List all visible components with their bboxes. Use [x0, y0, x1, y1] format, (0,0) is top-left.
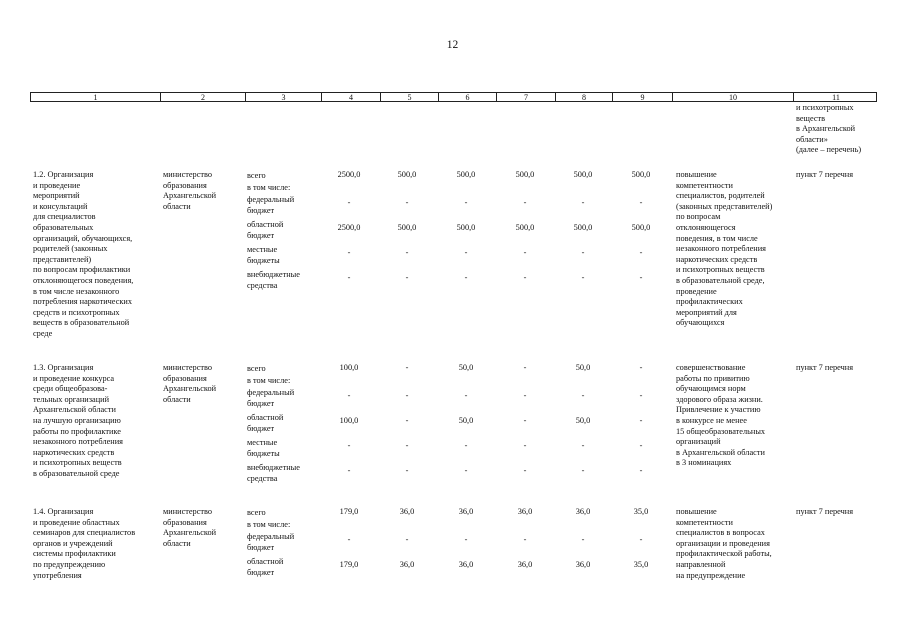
funding-value: 35,0	[633, 507, 649, 516]
funding-value: 36,0	[399, 507, 415, 516]
funding-value: 500,0	[397, 223, 417, 232]
funding-value: 36,0	[399, 560, 415, 569]
funding-source-label: областной бюджет	[247, 220, 284, 240]
funding-value: -	[523, 248, 527, 257]
funding-value: -	[581, 198, 585, 207]
funding-value: -	[639, 363, 643, 372]
funding-value: 50,0	[575, 363, 591, 372]
funding-source-label: федеральный бюджет	[247, 532, 295, 552]
responsible-executor: министерство образования Архангельской области	[163, 363, 217, 404]
funding-value: -	[464, 198, 468, 207]
funding-source-label: внебюджетные средства	[247, 270, 300, 290]
page-number: 12	[446, 39, 459, 51]
funding-value: -	[464, 248, 468, 257]
funding-value: 36,0	[458, 507, 474, 516]
funding-value: 50,0	[575, 416, 591, 425]
funding-value: 50,0	[458, 363, 474, 372]
funding-value: 100,0	[339, 416, 359, 425]
funding-source-label: всего	[247, 364, 266, 373]
funding-value: -	[639, 416, 643, 425]
funding-value: 36,0	[517, 560, 533, 569]
funding-value: 500,0	[573, 223, 593, 232]
funding-value: -	[581, 466, 585, 475]
header-col-6: 6	[438, 93, 496, 101]
funding-value: -	[639, 391, 643, 400]
funding-value: -	[523, 391, 527, 400]
funding-value: -	[405, 416, 409, 425]
responsible-executor: министерство образования Архангельской области	[163, 170, 217, 211]
funding-value: 50,0	[458, 416, 474, 425]
funding-value: 36,0	[517, 507, 533, 516]
funding-value: -	[347, 535, 351, 544]
header-col-10: 10	[672, 93, 793, 101]
funding-value: -	[347, 441, 351, 450]
funding-value: -	[405, 391, 409, 400]
funding-value: 500,0	[456, 223, 476, 232]
funding-source-label: в том числе:	[247, 520, 291, 529]
header-col-9: 9	[612, 93, 672, 101]
header-col-8: 8	[555, 93, 612, 101]
funding-value: 500,0	[631, 223, 651, 232]
funding-value: -	[347, 466, 351, 475]
header-col-2: 2	[160, 93, 245, 101]
funding-value: -	[405, 441, 409, 450]
funding-value: -	[405, 248, 409, 257]
responsible-executor: министерство образования Архангельской области	[163, 507, 217, 548]
funding-value: -	[405, 535, 409, 544]
funding-value: -	[464, 441, 468, 450]
funding-source-label: местные бюджеты	[247, 245, 280, 265]
funding-value: -	[347, 198, 351, 207]
funding-value: 35,0	[633, 560, 649, 569]
measure-name: 1.4. Организация и проведение областных семинаров для специалистов органов и учреждений системы профилактики по предупреждению употребления	[33, 507, 136, 580]
funding-value: -	[523, 535, 527, 544]
funding-value: -	[464, 535, 468, 544]
funding-value: -	[347, 391, 351, 400]
funding-value: -	[639, 535, 643, 544]
funding-value: -	[464, 391, 468, 400]
funding-value: -	[523, 416, 527, 425]
funding-value: -	[523, 198, 527, 207]
funding-source-label: областной бюджет	[247, 557, 284, 577]
header-col-4: 4	[321, 93, 380, 101]
funding-value: 500,0	[397, 170, 417, 179]
funding-source-label: всего	[247, 171, 266, 180]
funding-value: -	[581, 535, 585, 544]
header-col-1: 1	[93, 93, 98, 102]
expected-result: совершенствование работы по привитию обучающимся норм здорового образа жизни. Привлечение к участию в конкурсе не менее 15 общеобразовательных организаций в Архангельской области в 3 номинациях	[676, 363, 766, 468]
funding-value: -	[581, 391, 585, 400]
funding-source-label: областной бюджет	[247, 413, 284, 433]
funding-value: -	[639, 466, 643, 475]
funding-value: 179,0	[339, 560, 359, 569]
program-link: пункт 7 перечня	[796, 170, 854, 179]
funding-value: -	[347, 248, 351, 257]
expected-result: повышение компетентности специалистов, родителей (законных представителей) по вопросам отклоняющегося поведения, в том числе незаконного потребления наркотических средств и психотропных веществ в образовательной среде, проведение профилактических мероприятий для обучающихся	[676, 170, 773, 328]
column-header-row	[30, 92, 877, 102]
funding-source-label: федеральный бюджет	[247, 195, 295, 215]
funding-value: -	[639, 198, 643, 207]
funding-value: -	[405, 466, 409, 475]
funding-source-label: в том числе:	[247, 183, 291, 192]
funding-value: -	[464, 466, 468, 475]
header-col-11: 11	[793, 93, 878, 101]
funding-source-label: в том числе:	[247, 376, 291, 385]
funding-value: 100,0	[339, 363, 359, 372]
funding-value: 2500,0	[337, 170, 361, 179]
header-col-3: 3	[245, 93, 321, 101]
funding-value: 500,0	[515, 223, 535, 232]
funding-source-label: местные бюджеты	[247, 438, 280, 458]
funding-value: -	[581, 441, 585, 450]
funding-value: -	[405, 198, 409, 207]
continued-expected-result: и психотропных веществ в Архангельской области» (далее – перечень)	[796, 103, 862, 155]
funding-value: -	[405, 273, 409, 282]
funding-value: -	[523, 273, 527, 282]
funding-value: 36,0	[458, 560, 474, 569]
funding-value: 2500,0	[337, 223, 361, 232]
funding-value: -	[639, 441, 643, 450]
funding-value: -	[523, 466, 527, 475]
funding-value: -	[639, 273, 643, 282]
funding-value: 36,0	[575, 507, 591, 516]
header-col-7: 7	[496, 93, 555, 101]
funding-value: 36,0	[575, 560, 591, 569]
funding-value: -	[523, 363, 527, 372]
funding-value: -	[581, 273, 585, 282]
funding-source-label: всего	[247, 508, 266, 517]
funding-value: -	[464, 273, 468, 282]
funding-value: -	[639, 248, 643, 257]
funding-value: -	[405, 363, 409, 372]
funding-source-label: федеральный бюджет	[247, 388, 295, 408]
funding-value: 179,0	[339, 507, 359, 516]
funding-value: 500,0	[573, 170, 593, 179]
header-col-5: 5	[380, 93, 438, 101]
funding-value: -	[581, 248, 585, 257]
program-link: пункт 7 перечня	[796, 363, 854, 372]
measure-name: 1.2. Организация и проведение мероприятий и консультаций для специалистов образовательных организаций, обучающихся, родителей (законных представителей) по вопросам профилактики отклоняющегося поведения, в том числе незаконного потребления наркотических средств и психотропных веществ в образовательной среде	[33, 170, 134, 338]
funding-value: 500,0	[631, 170, 651, 179]
funding-value: -	[523, 441, 527, 450]
expected-result: повышение компетентности специалистов в вопросах организации и проведения профилактической работы, направленной на предупреждение	[676, 507, 772, 580]
program-link: пункт 7 перечня	[796, 507, 854, 516]
funding-source-label: внебюджетные средства	[247, 463, 300, 483]
measure-name: 1.3. Организация и проведение конкурса среди общеобразова- тельных организаций Архангельской области на лучшую организацию работы по профилактике незаконного потребления наркотических средств и психотропных веществ в образовательной среде	[33, 363, 123, 478]
funding-value: 500,0	[515, 170, 535, 179]
funding-value: 500,0	[456, 170, 476, 179]
funding-value: -	[347, 273, 351, 282]
